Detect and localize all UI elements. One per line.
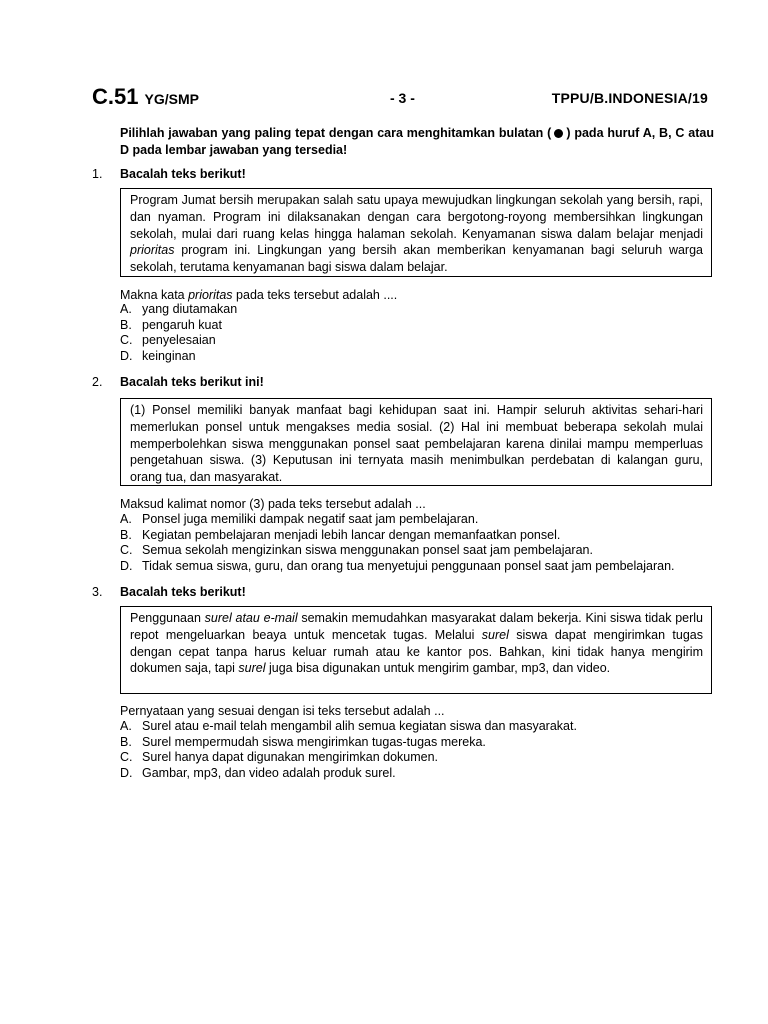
question-3-number: 3. [92,585,103,599]
option-letter: B. [120,317,132,332]
option-letter: B. [120,734,132,749]
instructions [120,125,714,159]
question-1-passage [120,188,712,277]
option-text: Surel hanya dapat digunakan mengirimkan dokumen. [142,750,439,764]
question-2-heading: Bacalah teks berikut ini! [120,375,264,389]
question-2-prompt: Maksud kalimat nomor (3) pada teks tersebut adalah ... [120,497,426,511]
question-1-options [120,302,720,364]
exam-code-sub: YG/SMP [144,91,199,107]
option-letter: D. [120,558,133,573]
option-c[interactable] [120,750,720,766]
option-text: yang diutamakan [142,302,238,316]
option-text: Tidak semua siswa, guru, dan orang tua menyetujui penggunaan ponsel saat jam pembelajaran. [142,558,675,573]
question-3-passage [120,606,712,694]
prompt-text: pada teks tersebut adalah .... [232,288,398,302]
option-text: Gambar, mp3, dan video adalah produk surel. [142,765,396,780]
question-2-options [120,512,720,574]
instruction-text-1: Pilihlah jawaban yang paling tepat dengan cara menghitamkan bulatan ( [120,126,552,140]
question-2-number: 2. [92,375,103,389]
option-text: Surel atau e-mail telah mengambil alih semua kegiatan siswa dan masyarakat. [142,719,577,733]
option-letter: A. [120,302,132,316]
option-b[interactable] [120,528,720,544]
option-d[interactable] [120,559,720,575]
option-letter: B. [120,527,132,542]
exam-code [92,84,199,112]
page-number: - 3 - [390,90,415,106]
option-d[interactable] [120,766,720,782]
option-text: Kegiatan pembelajaran menjadi lebih lancar dengan memanfaatkan ponsel. [142,527,561,542]
option-text: penyelesaian [142,333,216,347]
passage-text: program ini. Lingkungan yang bersih akan memberikan kenyamanan bagi seluruh warga sekolah, terutama kenyamanan bagi siswa dalam belajar. [130,243,703,275]
exam-title: TPPU/B.INDONESIA/19 [551,90,708,106]
passage-text: semakin memudahkan masyarakat dalam bekerja. Kini siswa tidak perlu repot mengeluarkan beaya untuk mencetak tugas. Melalui [130,611,703,642]
option-letter: C. [120,543,133,557]
passage-emphasis: surel [481,627,509,642]
question-1-number: 1. [92,167,103,181]
passage-text: Penggunaan [130,611,205,625]
passage-text: juga bisa digunakan untuk mengirim gambar, mp3, dan video. [265,661,611,676]
option-letter: D. [120,765,133,780]
passage-emphasis: surel [238,661,266,676]
question-3-prompt: Pernyataan yang sesuai dengan isi teks tersebut adalah ... [120,704,445,718]
option-letter: C. [120,333,133,347]
option-a[interactable] [120,512,720,528]
option-text: Ponsel juga memiliki dampak negatif saat jam pembelajaran. [142,512,479,526]
question-3-heading: Bacalah teks berikut! [120,585,246,599]
option-letter: C. [120,750,133,764]
option-b[interactable] [120,735,720,751]
option-b[interactable] [120,318,720,334]
option-text: Surel mempermudah siswa mengirimkan tugas-tugas mereka. [142,734,486,749]
question-2-passage: (1) Ponsel memiliki banyak manfaat bagi kehidupan saat ini. Hampir seluruh aktivitas sehari-hari memerlukan ponsel untuk mengakses media sosial. (2) Hal ini membuat beberapa sekolah mulai memperbolehkan siswa menggunakan ponsel saat pembelajaran karena dinilai mampu memperluas pengetahuan siswa. (3) Keputusan ini ternyata masih menimbulkan perdebatan di kalangan guru, orang tua, dan masyarakat. [120,398,712,486]
question-1-heading: Bacalah teks berikut! [120,167,246,181]
question-3-options [120,719,720,781]
option-text: Semua sekolah mengizinkan siswa menggunakan ponsel saat jam pembelajaran. [142,543,593,557]
filled-circle-icon [554,129,563,138]
option-text: pengaruh kuat [142,317,222,332]
passage-emphasis: surel atau e-mail [204,611,298,625]
option-c[interactable] [120,333,720,349]
option-a[interactable] [120,302,720,318]
exam-code-main: C.51 [92,84,139,109]
option-letter: D. [120,348,133,363]
prompt-text: Makna kata [120,288,189,302]
page-header [92,84,708,112]
passage-text: Program Jumat bersih merupakan salah satu upaya mewujudkan lingkungan sekolah yang bersih, rapi, dan nyaman. Program ini dilaksanakan dengan cara bergotong-royong membersihkan lingkungan sekolah, mulai dari ruang kelas hingga halaman sekolah. Kenyamanan siswa dalam belajar menjadi [130,193,703,241]
option-c[interactable] [120,543,720,559]
option-letter: A. [120,512,132,526]
passage-emphasis: prioritas [130,243,175,258]
prompt-emphasis: prioritas [188,288,233,302]
question-1-prompt [120,287,397,303]
option-text: keinginan [142,348,196,363]
option-a[interactable] [120,719,720,735]
option-letter: A. [120,719,132,733]
passage-text: siswa dapat mengirimkan tugas dengan cepat tanpa harus keluar rumah atau ke kantor pos. Bahkan, kini tidak hanya mengirim dokumen saja, tapi [130,627,703,676]
option-d[interactable] [120,349,720,365]
instruction-text-2: ) pada huruf A, B, C atau D pada lembar jawaban yang tersedia! [120,126,715,157]
